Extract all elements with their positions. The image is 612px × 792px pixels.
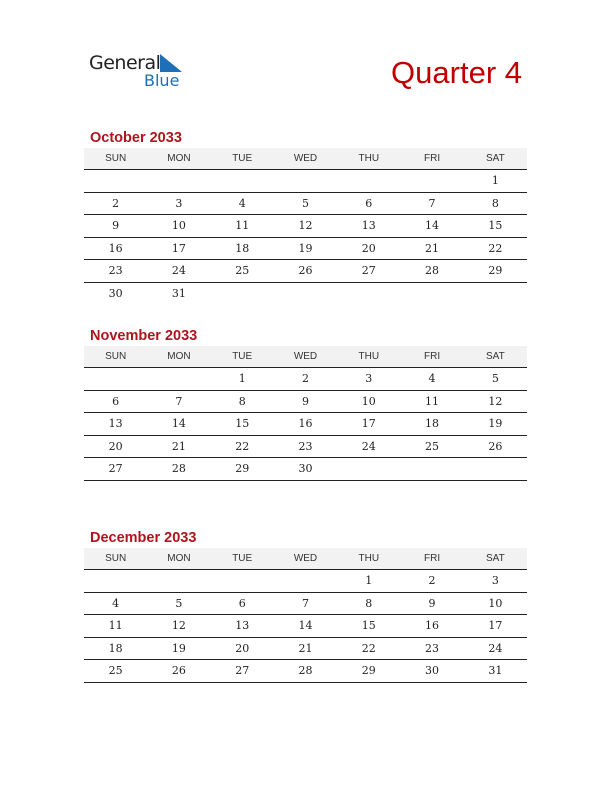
week-row	[84, 169, 527, 193]
day-cell: 29	[235, 462, 250, 476]
day-cell: 8	[238, 394, 246, 408]
day-header: SAT	[485, 153, 505, 164]
day-cell: 31	[488, 664, 503, 678]
month-block-1	[84, 327, 527, 481]
day-cell: 6	[238, 596, 246, 610]
day-cell: 22	[361, 641, 376, 655]
day-cell: 5	[491, 372, 499, 386]
day-cell: 29	[361, 664, 376, 678]
day-cell: 23	[108, 264, 123, 278]
day-cell: 14	[425, 219, 440, 233]
day-cell: 10	[488, 596, 503, 610]
day-header-row	[84, 346, 527, 367]
week-row	[84, 283, 527, 305]
day-cell: 27	[361, 264, 376, 278]
day-cell: 3	[365, 372, 373, 386]
week-row	[84, 260, 527, 283]
day-cell: 24	[488, 641, 503, 655]
day-cell: 8	[365, 596, 373, 610]
day-cell: 1	[491, 174, 499, 188]
day-cell: 16	[425, 619, 440, 633]
day-cell: 17	[361, 417, 376, 431]
day-cell: 21	[425, 241, 440, 255]
day-header: TUE	[232, 553, 253, 564]
day-cell: 23	[298, 439, 313, 453]
day-cell: 25	[235, 264, 250, 278]
day-cell: 23	[425, 641, 440, 655]
day-header: TUE	[232, 153, 253, 164]
day-cell: 3	[175, 196, 183, 210]
day-cell: 19	[488, 417, 503, 431]
day-header: MON	[167, 553, 191, 564]
day-cell: 20	[235, 641, 250, 655]
day-cell: 7	[175, 394, 183, 408]
day-header: WED	[293, 153, 318, 164]
week-row	[84, 615, 527, 638]
day-cell: 15	[361, 619, 376, 633]
day-cell: 6	[112, 394, 120, 408]
day-cell: 1	[365, 574, 373, 588]
day-header: SUN	[105, 153, 127, 164]
day-cell: 7	[428, 196, 436, 210]
month-block-0	[84, 129, 527, 304]
day-cell: 12	[171, 619, 186, 633]
day-cell: 18	[425, 417, 440, 431]
day-cell: 8	[491, 196, 499, 210]
day-cell: 4	[428, 372, 436, 386]
day-cell: 19	[171, 641, 186, 655]
day-cell: 18	[235, 241, 250, 255]
month-title: October 2033	[90, 130, 182, 146]
day-cell: 12	[488, 394, 503, 408]
day-cell: 3	[491, 574, 499, 588]
day-cell: 26	[488, 439, 503, 453]
day-cell: 17	[171, 241, 186, 255]
day-cell: 10	[171, 219, 186, 233]
day-header: THU	[358, 351, 380, 362]
week-row	[84, 458, 527, 481]
day-cell: 2	[301, 372, 309, 386]
day-cell: 9	[428, 596, 436, 610]
day-cell: 24	[171, 264, 186, 278]
day-header: MON	[167, 351, 191, 362]
logo	[89, 52, 199, 92]
day-cell: 5	[175, 596, 183, 610]
day-header: THU	[358, 153, 380, 164]
day-header: WED	[293, 553, 318, 564]
week-row	[84, 436, 527, 459]
day-cell: 26	[171, 664, 186, 678]
logo-text-general: General	[89, 52, 161, 74]
day-cell: 25	[425, 439, 440, 453]
day-cell: 16	[108, 241, 123, 255]
day-cell: 13	[108, 417, 123, 431]
month-block-2	[84, 529, 527, 683]
day-cell: 11	[235, 219, 250, 233]
day-cell: 7	[301, 596, 309, 610]
week-row	[84, 238, 527, 261]
day-cell: 30	[425, 664, 440, 678]
day-cell: 19	[298, 241, 313, 255]
day-cell: 4	[238, 196, 246, 210]
day-cell: 24	[361, 439, 376, 453]
day-cell: 15	[235, 417, 250, 431]
day-header-row	[84, 148, 527, 169]
day-cell: 20	[108, 439, 123, 453]
week-row	[84, 367, 527, 391]
day-header: SUN	[105, 351, 127, 362]
day-cell: 21	[298, 641, 313, 655]
day-cell: 2	[428, 574, 436, 588]
day-cell: 10	[361, 394, 376, 408]
day-cell: 18	[108, 641, 123, 655]
day-cell: 13	[361, 219, 376, 233]
day-cell: 30	[298, 462, 313, 476]
day-header: TUE	[232, 351, 253, 362]
day-cell: 1	[238, 372, 246, 386]
day-cell: 6	[365, 196, 373, 210]
logo-flag-icon	[160, 54, 182, 72]
month-title: November 2033	[90, 328, 198, 344]
day-cell: 28	[298, 664, 313, 678]
day-cell: 5	[301, 196, 309, 210]
day-cell: 9	[301, 394, 309, 408]
day-cell: 20	[361, 241, 376, 255]
day-header: THU	[358, 553, 380, 564]
day-cell: 30	[108, 286, 123, 300]
day-cell: 17	[488, 619, 503, 633]
day-cell: 11	[108, 619, 123, 633]
day-cell: 29	[488, 264, 503, 278]
day-cell: 14	[171, 417, 186, 431]
logo-text-blue: Blue	[144, 71, 180, 90]
week-row	[84, 193, 527, 216]
month-title: December 2033	[90, 530, 197, 546]
day-cell: 28	[425, 264, 440, 278]
day-header: MON	[167, 153, 191, 164]
day-header: WED	[293, 351, 318, 362]
day-cell: 22	[235, 439, 250, 453]
week-row	[84, 413, 527, 436]
day-header: FRI	[423, 553, 441, 564]
day-header: FRI	[423, 153, 441, 164]
day-cell: 12	[298, 219, 313, 233]
day-cell: 13	[235, 619, 250, 633]
week-row	[84, 593, 527, 616]
day-cell: 16	[298, 417, 313, 431]
week-row	[84, 638, 527, 661]
day-cell: 15	[488, 219, 503, 233]
week-row	[84, 660, 527, 683]
day-cell: 2	[112, 196, 120, 210]
day-cell: 27	[108, 462, 123, 476]
day-header: SUN	[105, 553, 127, 564]
week-row	[84, 569, 527, 593]
day-cell: 27	[235, 664, 250, 678]
page-title: Quarter 4	[391, 55, 522, 90]
day-cell: 4	[112, 596, 120, 610]
day-cell: 26	[298, 264, 313, 278]
day-cell: 21	[171, 439, 186, 453]
day-header: SAT	[485, 553, 505, 564]
day-cell: 28	[171, 462, 186, 476]
day-cell: 25	[108, 664, 123, 678]
day-cell: 14	[298, 619, 313, 633]
week-row	[84, 391, 527, 414]
day-header: SAT	[485, 351, 505, 362]
day-cell: 9	[112, 219, 120, 233]
day-cell: 11	[425, 394, 440, 408]
week-row	[84, 215, 527, 238]
day-cell: 22	[488, 241, 503, 255]
day-header: FRI	[423, 351, 441, 362]
day-header-row	[84, 548, 527, 569]
day-cell: 31	[171, 286, 186, 300]
